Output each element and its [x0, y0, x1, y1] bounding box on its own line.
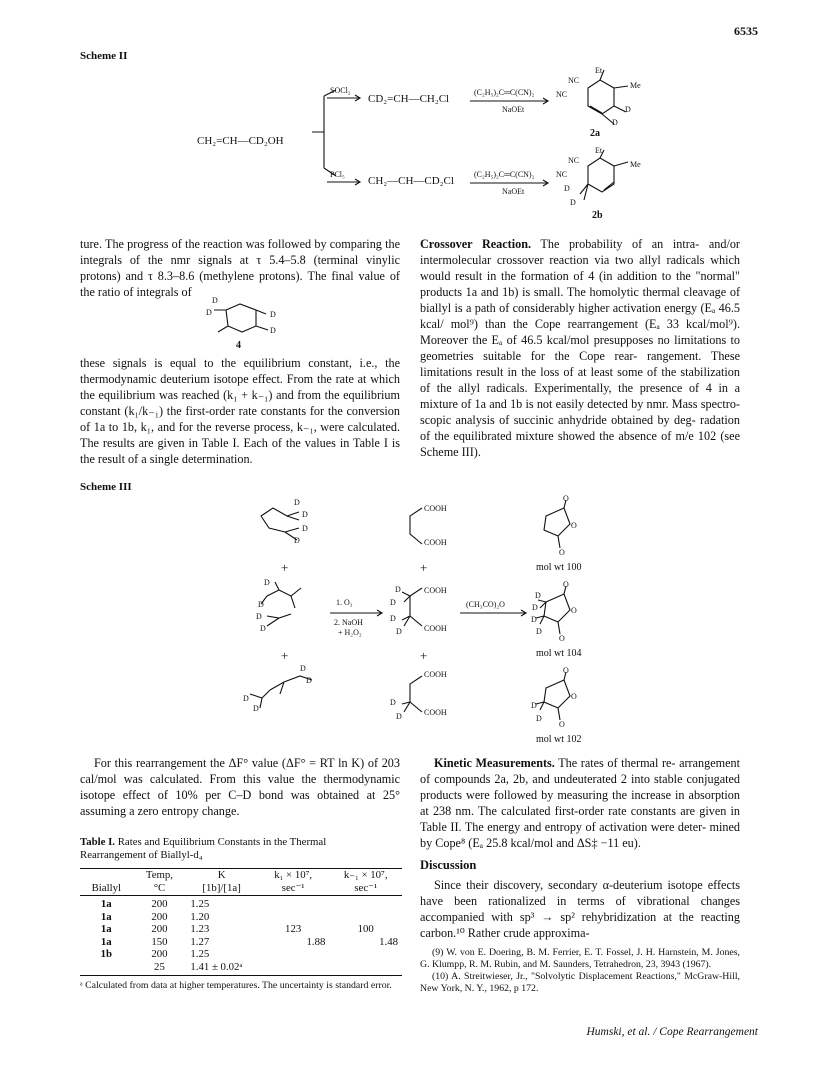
d-label: D: [264, 578, 270, 587]
page-number: 6535: [734, 24, 758, 38]
scheme-ii-start: CH₂=CH—CD₂OH: [197, 135, 284, 147]
d-label: D: [612, 118, 618, 127]
plus-sign: +: [281, 560, 289, 575]
cell-k1: 123: [285, 923, 302, 935]
cell-k1: [257, 911, 330, 924]
o-label: O: [559, 634, 565, 643]
d-label: D: [536, 627, 542, 636]
cell-k: 1.23: [190, 923, 210, 935]
scheme-iii: [0, 490, 820, 750]
col-header-k-ratio: [1b]/[1a]: [202, 881, 241, 894]
d-label: D: [212, 296, 218, 305]
cell-temp: 200: [151, 910, 168, 923]
d-label: D: [395, 585, 401, 594]
nc-label: NC: [568, 156, 580, 165]
d-label: D: [570, 198, 576, 207]
d-label: D: [390, 598, 396, 607]
cell-biallyl: [80, 961, 133, 974]
arrow-icon: [460, 609, 530, 617]
nc-label: NC: [568, 76, 580, 85]
scheme-iii-label: Scheme III: [80, 481, 132, 493]
nc-label: NC: [556, 90, 568, 99]
col-header-km1: k₋₁ × 10⁷,: [343, 869, 388, 881]
paragraph: ture. The progress of the reaction was followed by comparing the integrals of the nmr signals at τ 5.4–5.8 (terminal vinylic protons) and τ 8.3–8.6 (methylene protons). The final value of the ratio of integrals of: [80, 237, 400, 299]
o-label: O: [563, 580, 569, 589]
table-1-title: [80, 836, 380, 862]
cell-biallyl: 1b: [100, 948, 112, 960]
col-header-k1-unit: sec⁻¹: [281, 881, 305, 894]
d-label: D: [243, 694, 249, 703]
cooh-label: COOH: [424, 586, 447, 595]
et-label: Et: [595, 146, 603, 155]
col-header-km1-unit: sec⁻¹: [354, 881, 378, 894]
cell-km1: 1.48: [379, 935, 398, 948]
cell-km1: [329, 898, 402, 911]
scheme-ii-bottom-reagent: PCl₅: [330, 170, 345, 179]
d-label: D: [302, 524, 308, 533]
arrow-icon: [330, 609, 386, 617]
scheme-ii-bottom-product: CH₂—CH—CD₂Cl: [368, 175, 454, 187]
o-label: O: [571, 692, 577, 701]
table-row: [80, 948, 402, 961]
table-1: [80, 868, 402, 992]
paragraph: Since their discovery, secondary α-deuterium isotope effects have been rationalized in terms of vibrational changes accompanied with sp³ → sp² rehybridization at the reacting carbon.¹⁰ Rather crude approxima-: [420, 878, 740, 940]
cell-k: 1.41 ± 0.02ᵃ: [190, 960, 243, 973]
crossover-heading: Crossover Reaction.: [420, 237, 532, 251]
table-row: [80, 936, 402, 949]
scheme-ii-top-reagent2: (C₂H₅)₂C═C(CN)₂: [474, 88, 535, 97]
cell-temp: 200: [151, 898, 168, 910]
cell-biallyl: 1a: [100, 923, 112, 935]
cell-k: 1.27: [190, 935, 210, 948]
cell-k1: [257, 898, 330, 911]
d-label: D: [396, 627, 402, 636]
d-label: D: [270, 326, 276, 335]
d-label: D: [531, 615, 537, 624]
left-column-lower: [80, 755, 400, 819]
cell-biallyl: 1a: [100, 935, 112, 948]
kinetic-heading: Kinetic Measurements.: [434, 756, 555, 770]
table-row: [80, 923, 402, 936]
d-label: D: [260, 624, 266, 633]
cell-k: 1.25: [190, 948, 210, 960]
paragraph: The probability of an intra- and/or intermolecular crossover reaction via two allyl radicals which would result in the formation of 4 (in addition to the "normal" products 1a and 1b) is small. The homolytic thermal cleavage of biallyl is a path of considerably higher activation energy (Eₐ 46.5 kcal/ mol⁹) than the Cope rearrangement (Eₐ 33 kcal/mol⁹). Moreover the Eₐ of 46.5 kcal/mol presupposes no limitations to geometries suitable for the Cope rear- rangement. These limitations result in the loss of at least some of the stabilization of the allyl radicals. Experimentally, the presence of 4 in a mixture of 1a and 1b is not easily detected by nmr. Mass spectro- scopic analysis of succinic anhydride obtained by deg- radation of the equilibrated mixture showed the absence of m/e 102 (see Scheme III).: [420, 237, 740, 459]
cooh-label: COOH: [424, 670, 447, 679]
table-row: [80, 911, 402, 924]
right-column-upper: [420, 236, 740, 460]
d-label: D: [270, 310, 276, 319]
plus-sign: +: [420, 648, 428, 663]
d-label: D: [294, 536, 300, 545]
table-1-number: Table I.: [80, 836, 116, 848]
col-header-k1: k₁ × 10⁷,: [274, 869, 313, 881]
cell-k: 1.25: [190, 898, 210, 910]
reagent-h2o2: + H₂O₂: [338, 628, 362, 637]
o-label: O: [563, 666, 569, 675]
cell-temp: 200: [151, 948, 168, 960]
table-row: [80, 898, 402, 911]
scheme-ii: [0, 60, 820, 235]
reagent-naoh: 2. NaOH: [334, 618, 363, 627]
reagent-acetic-anhydride: (CH₃CO)₂O: [466, 600, 505, 609]
compound-4-label: 4: [236, 340, 241, 351]
table-1-grid: [80, 869, 402, 973]
col-header-temp-unit: °C: [153, 881, 166, 894]
d-label: D: [306, 676, 312, 685]
mol-wt-102: mol wt 102: [536, 734, 582, 745]
o-label: O: [563, 494, 569, 503]
reagent-ozone: 1. O₃: [336, 598, 353, 607]
arrow-icon: [470, 179, 552, 187]
scheme-ii-label: Scheme II: [80, 50, 128, 62]
cooh-label: COOH: [424, 538, 447, 547]
col-header-temp: Temp,: [145, 869, 174, 881]
left-column-upper: [80, 236, 400, 300]
left-column-upper-2: [80, 355, 400, 467]
paragraph: The rates of thermal re- arrangement of compounds 2a, 2b, and undeuterated 2 into stable conjugated products were followed by measuring the increase in absorption at 238 nm. The calculated first-order rate constants are given in Table II. The energy and entropy of activation were deter- mined by Cope⁸ (Eₐ 25.8 kcal/mol and ΔS‡ −11 eu).: [420, 756, 740, 850]
d-label: D: [536, 714, 542, 723]
compound-2b-label: 2b: [592, 210, 603, 221]
table-1-caption: Rates and Equilibrium Constants in the Thermal Rearrangement of Biallyl-d₄: [80, 836, 327, 861]
right-column-lower: [420, 755, 740, 995]
o-label: O: [559, 548, 565, 557]
nc-label: NC: [556, 170, 568, 179]
d-label: D: [390, 614, 396, 623]
reference-10: (10) A. Streitwieser, Jr., "Solvolytic Displacement Reactions," McGraw-Hill, New York, N. Y., 1962, p 172.: [420, 971, 740, 994]
d-label: D: [531, 701, 537, 710]
me-label: Me: [630, 160, 641, 169]
scheme-ii-branch: [300, 60, 340, 180]
cell-km1: [329, 911, 402, 924]
scheme-ii-top-reagent: SOCl₂: [330, 86, 351, 95]
cell-km1: 100: [357, 923, 374, 935]
cell-km1: [329, 961, 402, 974]
cell-temp: 200: [151, 923, 168, 935]
discussion-heading: Discussion: [420, 858, 477, 872]
col-header-k: K: [217, 869, 226, 881]
scheme-ii-bottom-reagent2: (C₂H₅)₂C═C(CN)₂: [474, 170, 535, 179]
biallyl-d4-structure: [255, 498, 325, 548]
cell-temp: 150: [151, 935, 168, 948]
arrow-icon: [327, 178, 363, 186]
cell-km1: [329, 948, 402, 961]
d-label: D: [564, 184, 570, 193]
compound-4-structure: [200, 298, 290, 348]
o-label: O: [571, 521, 577, 530]
d-label: D: [535, 591, 541, 600]
paragraph: For this rearrangement the ΔF° value (ΔF° = RT ln K) of 203 cal/mol was calculated. From this value the thermodynamic isotope effect of 10% per C–D bond was obtained at 25° assuming a zero entropy change.: [80, 756, 400, 818]
cell-k1: [257, 948, 330, 961]
plus-sign: +: [281, 648, 289, 663]
d-label: D: [532, 603, 538, 612]
d-label: D: [206, 308, 212, 317]
scheme-ii-bottom-reagent2-sub: NaOEt: [502, 187, 525, 196]
me-label: Me: [630, 81, 641, 90]
d-label: D: [294, 498, 300, 507]
cell-k: 1.20: [190, 910, 210, 923]
d-label: D: [396, 712, 402, 721]
cooh-label: COOH: [424, 504, 447, 513]
reference-9: (9) W. von E. Doering, B. M. Ferrier, E. T. Fossel, J. H. Harnstein, M. Jones, G. Klumpp, R. M. Rubin, and M. Saunders, Tetrahedron, 23, 3943 (1967).: [420, 947, 740, 970]
d-label: D: [256, 612, 262, 621]
arrow-icon: [470, 97, 552, 105]
d-label: D: [302, 510, 308, 519]
d-label: D: [625, 105, 631, 114]
cooh-label: COOH: [424, 708, 447, 717]
scheme-ii-top-reagent2-sub: NaOEt: [502, 105, 525, 114]
table-1-footnote: ᵃ Calculated from data at higher temperatures. The uncertainty is standard error.: [80, 980, 392, 991]
scheme-ii-top-product: CD₂=CH—CH₂Cl: [368, 93, 450, 105]
cooh-label: COOH: [424, 624, 447, 633]
d-label: D: [390, 698, 396, 707]
mol-wt-100: mol wt 100: [536, 562, 582, 573]
cell-biallyl: 1a: [100, 910, 112, 923]
cell-k1: [257, 961, 330, 974]
cell-biallyl: 1a: [100, 898, 112, 910]
col-header-biallyl: Biallyl: [91, 881, 121, 894]
plus-sign: +: [420, 560, 428, 575]
running-footer: Humski, et al. / Cope Rearrangement: [586, 1026, 758, 1038]
d-label: D: [300, 664, 306, 673]
arrow-icon: [327, 94, 363, 102]
d-label: D: [253, 704, 259, 713]
cell-k1: 1.88: [306, 935, 326, 948]
et-label: Et: [595, 66, 603, 75]
d-label: D: [258, 600, 264, 609]
table-row: [80, 961, 402, 974]
o-label: O: [571, 606, 577, 615]
cell-temp: 25: [154, 960, 165, 973]
compound-2a-label: 2a: [590, 128, 600, 139]
o-label: O: [559, 720, 565, 729]
mol-wt-104: mol wt 104: [536, 648, 582, 659]
paragraph: these signals is equal to the equilibrium constant, i.e., the thermodynamic deuterium isotope effect. From the rate at which the equilibrium was reached (k₁ + k₋₁) and from the equilibrium constant (k₁/k₋₁) the first-order rate constants for the conversion of 1a to 1b, k₁, and for the reverse process, k₋₁, were calculated. The results are given in Table I. Each of the values in Table I is the result of a single determination.: [80, 356, 400, 466]
